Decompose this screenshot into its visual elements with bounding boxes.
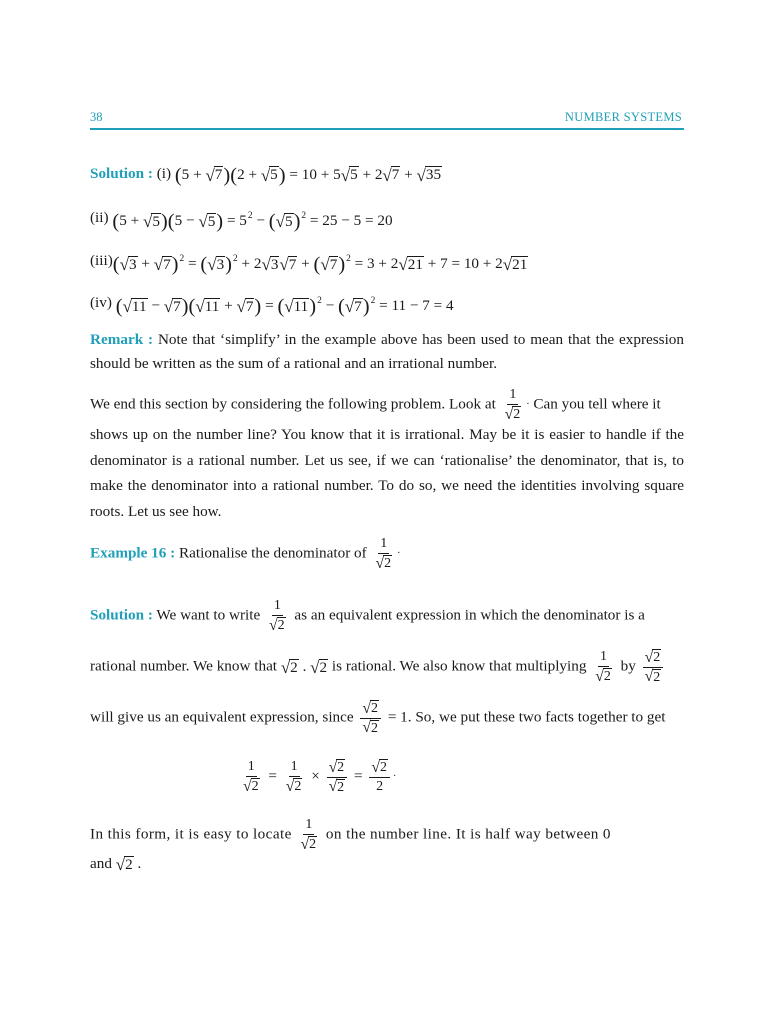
solution-b-text-5: by (620, 657, 636, 675)
equation-iii: ( √ 3 + √ 7 )$^2$ = ( √ 3 )$^2$ + 2 √ 3 √ 7 + ( √ 7 )$^2$ = 3 + 2 √ 21 + 7 = 10 + 2 √ 21 (112, 253, 528, 276)
part-i-label: (i) (156, 165, 172, 182)
solution-b-text-3: rational number. We know that (90, 657, 278, 675)
solution-b-text-2: as an equivalent expression in which the denominator is a (294, 606, 645, 624)
display-equation: 1 √ 2 = 1 √ 2 × √ 2 √ 2 = √ 2 2 · (243, 758, 397, 796)
intro-text-b: Can you tell where it (533, 395, 661, 413)
intro-text-a: We end this section by considering the following problem. Look at (90, 395, 496, 413)
remark-text: Note that ‘simplify’ in the example above has been used to mean that the expression should be written as the sum of a rational and an irrational number. (90, 331, 684, 372)
solution-label: Solution : (90, 165, 153, 182)
equation-i: (5 + √ 7 )(2 + √ 5 ) = 10 + 5 √ 5 + 2 √ 7 + √ 35 (174, 163, 442, 186)
part-iii-label: (iii) (90, 252, 113, 270)
equation-ii: (5 + √ 5 )(5 − √ 5 ) = $5^2$ − ( √ 5 )$^2$ = 25 − 5 = 20 (112, 210, 393, 233)
fraction-root-two-over-root-two: √ 2 √ 2 (643, 649, 664, 685)
page-number: 38 (90, 110, 103, 124)
closing-line-1 (90, 817, 611, 853)
frac-1-root2-b: 1 √ 2 (285, 759, 302, 796)
fraction-one-over-root-two: 1 √ 2 (300, 817, 317, 853)
fraction-one-over-root-two: 1 √ 2 (375, 536, 392, 572)
fraction-root-two-over-root-two: √ 2 √ 2 (360, 700, 381, 736)
closing-text-3: and (90, 855, 112, 872)
frac-root2-over-2: √ 2 2 (369, 759, 390, 795)
example-16-text: Rationalise the denominator of (179, 544, 367, 562)
solution-ii-line (90, 205, 393, 232)
closing-text-1: In this form, it is easy to locate (90, 825, 292, 843)
example-16-label: Example 16 : (90, 544, 176, 562)
solution-i-line (90, 163, 442, 186)
solution-b-line-2 (90, 649, 666, 685)
closing-text-2: on the number line. It is half way between 0 (325, 825, 611, 843)
part-ii-label: (ii) (90, 209, 109, 227)
fraction-one-over-root-two: 1 √ 2 (595, 649, 611, 686)
closing-line-2: and √ 2 . (90, 855, 142, 875)
chapter-title: NUMBER SYSTEMS (564, 110, 682, 124)
solution-b-line-1 (90, 598, 645, 634)
solution-iv-line (90, 290, 454, 317)
intro-line-1: We end this section by considering the following problem. Look at 1 √ 2 · Can you tell where it (90, 387, 661, 423)
solution-label: Solution : (90, 606, 153, 624)
root-two-times-root-two: √ 2 . √ 2 (280, 658, 328, 678)
intro-paragraph-rest: shows up on the number line? You know that it is irrational. May be it is easier to handle if the denominator is a rational number. Let us see, if we can ‘rationalise’ the denominator, that is, to make the denominator into a rational number. To do so, we need the identities involving square roots. Let us see how. (90, 426, 684, 520)
solution-b-line-3 (90, 700, 665, 736)
remark-label: Remark : (90, 331, 154, 348)
page-header (90, 106, 684, 130)
solution-b-text-4: is rational. We also know that multiplying (331, 657, 587, 675)
frac-1-root2-a: 1 √ 2 (243, 759, 259, 796)
solution-b-text-1: We want to write (156, 606, 261, 624)
fraction-one-over-root-two: 1 √ 2 (269, 598, 285, 634)
solution-b-text-7: = 1. So, we put these two facts together to get (387, 708, 666, 726)
solution-iii-line (90, 248, 528, 275)
remark-paragraph (90, 328, 684, 376)
example-16-line: Example 16 : Rationalise the denominator of 1 √ 2 · (90, 536, 401, 572)
equation-iv: ( √ 11 − √ 7 )( √ 11 + √ 7 ) = ( √ 11 )$^2$ − ( √ 7 )$^2$ = 11 − 7 = 4 (115, 295, 454, 318)
frac-root2-root2: √ 2 √ 2 (327, 759, 348, 795)
part-iv-label: (iv) (90, 294, 112, 312)
fraction-one-over-root-two: 1 √ 2 (504, 387, 521, 423)
solution-b-text-6: will give us an equivalent expression, since (90, 708, 354, 726)
root-two: √ 2 (115, 855, 133, 875)
